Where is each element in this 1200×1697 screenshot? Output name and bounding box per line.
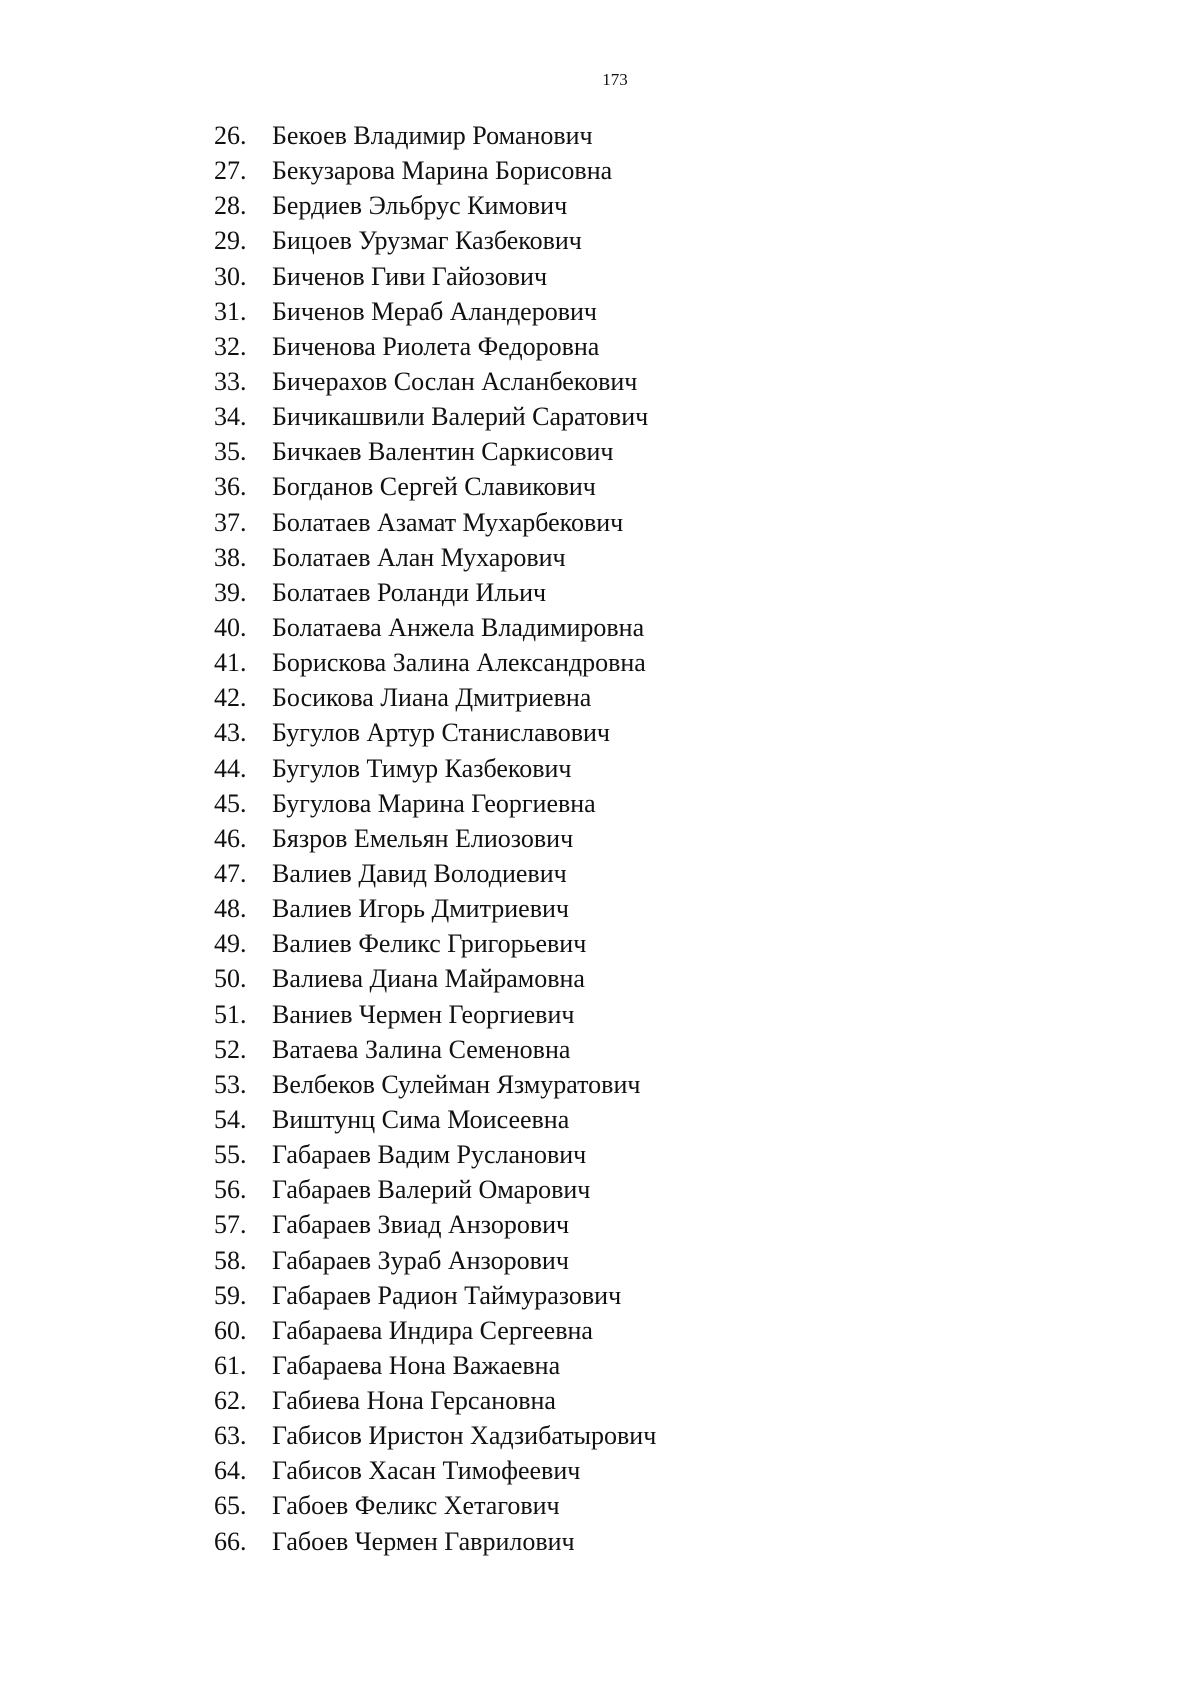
item-number: 61. (214, 1350, 247, 1380)
list-item (190, 610, 656, 645)
item-name: Бекузарова Марина Борисовна (272, 156, 613, 186)
list-item (190, 1418, 656, 1453)
list-item (190, 1207, 656, 1242)
item-number: 43. (214, 718, 247, 748)
list-item (190, 891, 656, 926)
item-name: Виштунц Сима Моисеевна (272, 1104, 570, 1134)
list-item (190, 821, 656, 856)
item-name: Габоев Чермен Гаврилович (272, 1526, 575, 1556)
item-number: 40. (214, 612, 247, 642)
item-name: Габараев Радион Таймуразович (272, 1280, 622, 1310)
page-number: 173 (602, 70, 628, 89)
list-item (190, 575, 656, 610)
item-name: Бицоев Урузмаг Казбекович (272, 226, 582, 256)
item-name: Валиев Давид Володиевич (272, 858, 567, 888)
list-item (190, 856, 656, 891)
item-name: Бичикашвили Валерий Саратович (272, 402, 649, 432)
item-number: 62. (214, 1386, 247, 1416)
list-item (190, 1313, 656, 1348)
item-number: 47. (214, 858, 247, 888)
item-number: 66. (214, 1526, 247, 1556)
item-name: Биченов Мераб Аландерович (272, 296, 597, 326)
item-number: 48. (214, 894, 247, 924)
item-number: 60. (214, 1315, 247, 1345)
list-item (190, 294, 656, 329)
list-item (190, 153, 656, 188)
item-number: 63. (214, 1421, 247, 1451)
item-name: Биченов Гиви Гайозович (272, 261, 548, 291)
list-item (190, 1032, 656, 1067)
item-name: Болатаева Анжела Владимировна (272, 612, 645, 642)
item-number: 64. (214, 1456, 247, 1486)
item-number: 35. (214, 437, 247, 467)
item-number: 57. (214, 1210, 247, 1240)
item-name: Габараев Вадим Русланович (272, 1140, 587, 1170)
item-number: 31. (214, 296, 247, 326)
list-item (190, 329, 656, 364)
item-number: 51. (214, 999, 247, 1029)
item-name: Габараева Нона Важаевна (272, 1350, 561, 1380)
item-name: Габисов Иристон Хадзибатырович (272, 1421, 657, 1451)
item-name: Габоев Феликс Хетагович (272, 1491, 560, 1521)
list-item (190, 1102, 656, 1137)
item-name: Бичерахов Сослан Асланбекович (272, 366, 638, 396)
list-item (190, 680, 656, 715)
list-item (190, 505, 656, 540)
list-item (190, 645, 656, 680)
item-number: 45. (214, 788, 247, 818)
list-item (190, 1278, 656, 1313)
item-name: Габараева Индира Сергеевна (272, 1315, 593, 1345)
list-item (190, 997, 656, 1032)
item-name: Бичкаев Валентин Саркисович (272, 437, 614, 467)
item-name: Габиева Нона Герсановна (272, 1386, 556, 1416)
list-item (190, 469, 656, 504)
item-number: 58. (214, 1245, 247, 1275)
item-number: 59. (214, 1280, 247, 1310)
list-item (190, 259, 656, 294)
item-number: 26. (214, 121, 247, 150)
item-number: 42. (214, 683, 247, 713)
list-item (190, 786, 656, 821)
item-number: 36. (214, 472, 247, 502)
list-item (190, 1488, 656, 1523)
list-item (190, 1453, 656, 1488)
item-number: 33. (214, 366, 247, 396)
list-item (190, 1172, 656, 1207)
list-item (190, 188, 656, 223)
item-name: Габисов Хасан Тимофеевич (272, 1456, 581, 1486)
item-number: 54. (214, 1104, 247, 1134)
item-number: 46. (214, 823, 247, 853)
item-name: Валиев Феликс Григорьевич (272, 929, 587, 959)
item-name: Ватаева Залина Семеновна (272, 1034, 571, 1064)
item-number: 28. (214, 191, 247, 221)
list-item (190, 223, 656, 258)
item-name: Бугулов Тимур Казбекович (272, 753, 572, 783)
list-item (190, 751, 656, 786)
list-item (190, 1524, 656, 1559)
item-number: 56. (214, 1175, 247, 1205)
list-item (190, 364, 656, 399)
item-number: 52. (214, 1034, 247, 1064)
item-name: Болатаев Азамат Мухарбекович (272, 507, 624, 537)
item-number: 55. (214, 1140, 247, 1170)
name-list (190, 118, 656, 1559)
item-name: Богданов Сергей Славикович (272, 472, 596, 502)
item-name: Бугулов Артур Станиславович (272, 718, 610, 748)
list-item (190, 926, 656, 961)
item-name: Валиев Игорь Дмитриевич (272, 894, 569, 924)
item-name: Бердиев Эльбрус Кимович (272, 191, 568, 221)
list-item (190, 961, 656, 996)
item-name: Босикова Лиана Дмитриевна (272, 683, 592, 713)
list-item (190, 1067, 656, 1102)
item-number: 49. (214, 929, 247, 959)
item-number: 44. (214, 753, 247, 783)
item-number: 27. (214, 156, 247, 186)
item-name: Борискова Залина Александровна (272, 648, 646, 678)
item-name: Габараев Зураб Анзорович (272, 1245, 569, 1275)
item-name: Бугулова Марина Георгиевна (272, 788, 596, 818)
item-number: 41. (214, 648, 247, 678)
list-item (190, 715, 656, 750)
item-number: 30. (214, 261, 247, 291)
item-name: Болатаев Роланди Ильич (272, 577, 547, 607)
list-item (190, 1383, 656, 1418)
item-number: 34. (214, 402, 247, 432)
list-item (190, 540, 656, 575)
item-number: 37. (214, 507, 247, 537)
item-name: Болатаев Алан Мухарович (272, 542, 566, 572)
item-number: 53. (214, 1069, 247, 1099)
list-item (190, 434, 656, 469)
item-number: 32. (214, 331, 247, 361)
item-name: Велбеков Сулейман Язмуратович (272, 1069, 641, 1099)
item-name: Бязров Емельян Елиозович (272, 823, 574, 853)
item-number: 38. (214, 542, 247, 572)
item-number: 29. (214, 226, 247, 256)
item-name: Габараев Валерий Омарович (272, 1175, 591, 1205)
item-number: 65. (214, 1491, 247, 1521)
list-item (190, 1243, 656, 1278)
item-name: Габараев Звиад Анзорович (272, 1210, 570, 1240)
item-number: 50. (214, 964, 247, 994)
item-name: Бекоев Владимир Романович (272, 121, 593, 150)
list-item (190, 118, 656, 153)
item-name: Валиева Диана Майрамовна (272, 964, 585, 994)
list-item (190, 399, 656, 434)
list-item (190, 1348, 656, 1383)
item-name: Ваниев Чермен Георгиевич (272, 999, 575, 1029)
item-number: 39. (214, 577, 247, 607)
item-name: Биченова Риолета Федоровна (272, 331, 600, 361)
list-item (190, 1137, 656, 1172)
